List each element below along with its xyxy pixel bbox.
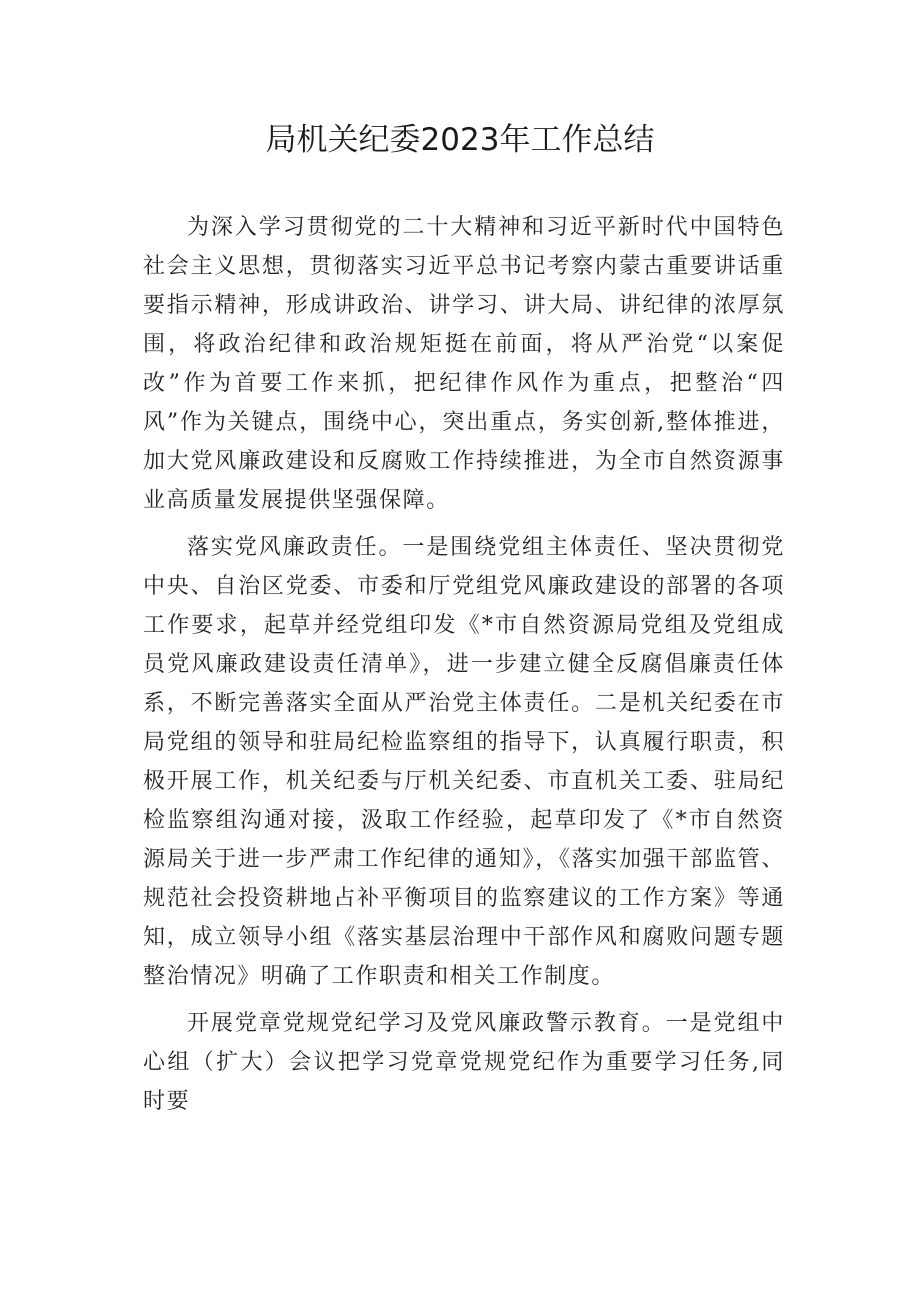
paragraph-responsibility: 落实党风廉政责任。一是围绕党组主体责任、坚决贯彻党中央、自治区党委、市委和厅党组党风廉政建设的部署的各项工作要求，起草并经党组印发《*市自然资源局党组及党组成员党风廉政建设责任清单》，进一步建立健全反腐倡廉责任体系，不断完善落实全面从严治党主体责任。二是机关纪委在市局党组的领导和驻局纪检监察组的指导下，认真履行职责，积极开展工作，机关纪委与厅机关纪委、市直机关工委、驻局纪检监察组沟通对接，汲取工作经验，起草印发了《*市自然资源局关于进一步严肃工作纪律的通知》，《落实加强干部监管、规范社会投资耕地占补平衡项目的监察建议的工作方案》等通知，成立领导小组《落实基层治理中干部作风和腐败问题专题整治情况》明确了工作职责和相关工作制度。 <box>143 535 785 989</box>
document-body <box>143 208 785 1129</box>
document-title: 局机关纪委2023年工作总结 <box>265 122 655 158</box>
paragraph-education: 开展党章党规党纪学习及党风廉政警示教育。一是党组中心组（扩大）会议把学习党章党规党纪作为重要学习任务,同时要 <box>143 1011 785 1114</box>
paragraph-intro: 为深入学习贯彻党的二十大精神和习近平新时代中国特色社会主义思想，贯彻落实习近平总书记考察内蒙古重要讲话重要指示精神，形成讲政治、讲学习、讲大局、讲纪律的浓厚氛围，将政治纪律和政治规矩挺在前面，将从严治党“以案促改”作为首要工作来抓，把纪律作风作为重点，把整治“四风”作为关键点，围绕中心，突出重点，务实创新,整体推进，加大党风廉政建设和反腐败工作持续推进，为全市自然资源事业高质量发展提供坚强保障。 <box>143 215 785 513</box>
